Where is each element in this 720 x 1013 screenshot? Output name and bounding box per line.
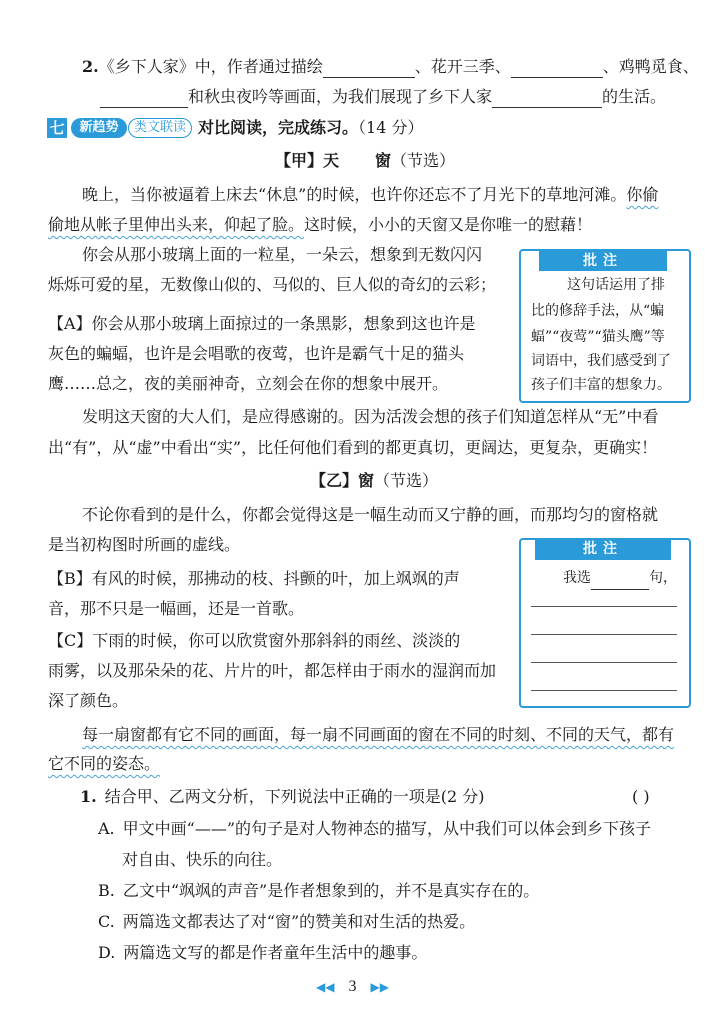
page-number: 3 <box>348 978 357 995</box>
passage-a-p3-line2: 出“有”，从“虚”中看出“实”，比任何他们看到的都更真切，更阔达，更复杂，更确实！ <box>48 438 658 457</box>
passage-b-p1-line1: 不论你看到的是什么，你都会觉得这是一幅生动而又宁静的画，而那均匀的窗格就 <box>82 505 659 524</box>
question-1-stem: 1. 结合甲、乙两文分析，下列说法中正确的一项是(2 分) <box>80 787 485 806</box>
section-badge-related: 类文联读 <box>128 118 192 138</box>
annotation-write-line[interactable] <box>531 690 677 691</box>
section-badge-trend: 新趋势 <box>71 118 127 138</box>
annotation-write-line[interactable] <box>531 606 677 607</box>
annotation-header: 批注 <box>535 538 671 560</box>
passage-b-p4-line1: 每一扇窗都有它不同的画面，每一扇不同画面的窗在不同的时刻、不同的天气，都有 <box>82 725 675 744</box>
passage-b-p2-line1: 【B】有风的时候，那拂动的枝、抖颤的叶，加上飒飒的声 <box>48 569 460 588</box>
q2-number: 2. <box>82 57 99 76</box>
question-1-answer-bracket[interactable]: ( ) <box>632 787 650 806</box>
annotation-header: 批注 <box>539 251 667 271</box>
passage-b-p2-line2: 音，那不只是一幅画，还是一首歌。 <box>48 599 305 618</box>
option-d[interactable]: D. 两篇选文写的都是作者童年生活中的趣事。 <box>98 943 428 962</box>
section-seven-number: 七 <box>47 118 67 138</box>
passage-a-p3-line1: 发明这天窗的大人们，是应得感谢的。因为活泼会想的孩子们知道怎样从“无”中看 <box>82 407 659 426</box>
passage-b-p3-line2: 雨雾，以及那朵朵的花、片片的叶，都怎样由于雨水的湿润而加 <box>48 661 497 680</box>
option-a-line1[interactable]: A. 甲文中画“——”的句子是对人物神态的描写，从中我们可以体会到乡下孩子 <box>98 819 652 838</box>
passage-a-p1-line1: 晚上，当你被逼着上床去“休息”的时候，也许你还忘不了月光下的草地河滩。你偷 <box>82 185 659 204</box>
q2-blank-1[interactable] <box>323 59 415 78</box>
annotation-write-line[interactable] <box>531 662 677 663</box>
passage-a-p2-line4: 灰色的蝙蝠，也许是会唱歌的夜莺，也许是霸气十足的猫头 <box>48 344 465 363</box>
passage-a-p1-line2: 偷地从帐子里伸出头来，仰起了脸。这时候，小小的天窗又是你唯一的慰藉！ <box>48 215 593 234</box>
annotation-line: 这句话运用了排 <box>567 277 665 293</box>
annotation-line: 孩子们丰富的想象力。 <box>531 377 671 393</box>
annotation-box-2 <box>519 538 691 708</box>
annotation-line: 蝠”“夜莺”“猫头鹰”等 <box>531 329 665 345</box>
passage-b-p4-line2: 它不同的姿态。 <box>48 754 161 773</box>
option-a-line2: 对自由、快乐的向往。 <box>122 850 283 869</box>
page-footer <box>316 978 389 996</box>
q2-line1: 2.《乡下人家》中，作者通过描绘 、花开三季、 、鸡鸭觅食、 <box>82 57 699 76</box>
q2-line2: 和秋虫夜吟等画面，为我们展现了乡下人家 的生活。 <box>100 86 666 108</box>
q2-blank-4[interactable] <box>492 89 602 108</box>
q2-blank-3[interactable] <box>100 89 188 108</box>
passage-b-p1-line2: 是当初构图时所画的虚线。 <box>48 535 241 554</box>
next-page-icon[interactable]: ▶▶ <box>370 980 389 994</box>
section-seven-title: 对比阅读，完成练习。（14 分） <box>198 118 424 137</box>
passage-a-p2-line2: 烁烁可爱的星，无数像山似的、马似的、巨人似的奇幻的云彩； <box>48 275 497 294</box>
q2-blank-2[interactable] <box>511 59 603 78</box>
passage-a-p2-line3: 【A】你会从那小玻璃上面掠过的一条黑影，想象到这也许是 <box>48 314 476 333</box>
prev-page-icon[interactable]: ◀◀ <box>316 980 335 994</box>
passage-b-title: 【乙】窗（节选） <box>310 471 439 490</box>
annotation-line: 词语中，我们感受到了 <box>531 353 671 369</box>
option-c[interactable]: C. 两篇选文都表达了对“窗”的赞美和对生活的热爱。 <box>98 912 476 931</box>
annotation-choice-line: 我选 句， <box>563 566 677 590</box>
annotation-choice-blank[interactable] <box>591 573 649 590</box>
passage-a-p2-line5: 鹰……总之，夜的美丽神奇，立刻会在你的想象中展开。 <box>48 374 449 393</box>
passage-b-p3-line1: 【C】下雨的时候，你可以欣赏窗外那斜斜的雨丝、淡淡的 <box>48 631 461 650</box>
option-b[interactable]: B. 乙文中“飒飒的声音”是作者想象到的，并不是真实存在的。 <box>98 881 540 900</box>
annotation-line: 比的修辞手法，从“蝙 <box>531 303 665 319</box>
passage-a-p2-line1: 你会从那小玻璃上面的一粒星，一朵云，想象到无数闪闪 <box>82 245 483 264</box>
annotation-box-1 <box>519 249 691 403</box>
passage-b-p3-line3: 深了颜色。 <box>48 691 129 710</box>
passage-a-title: 【甲】天 窗（节选） <box>275 151 456 170</box>
annotation-write-line[interactable] <box>531 634 677 635</box>
